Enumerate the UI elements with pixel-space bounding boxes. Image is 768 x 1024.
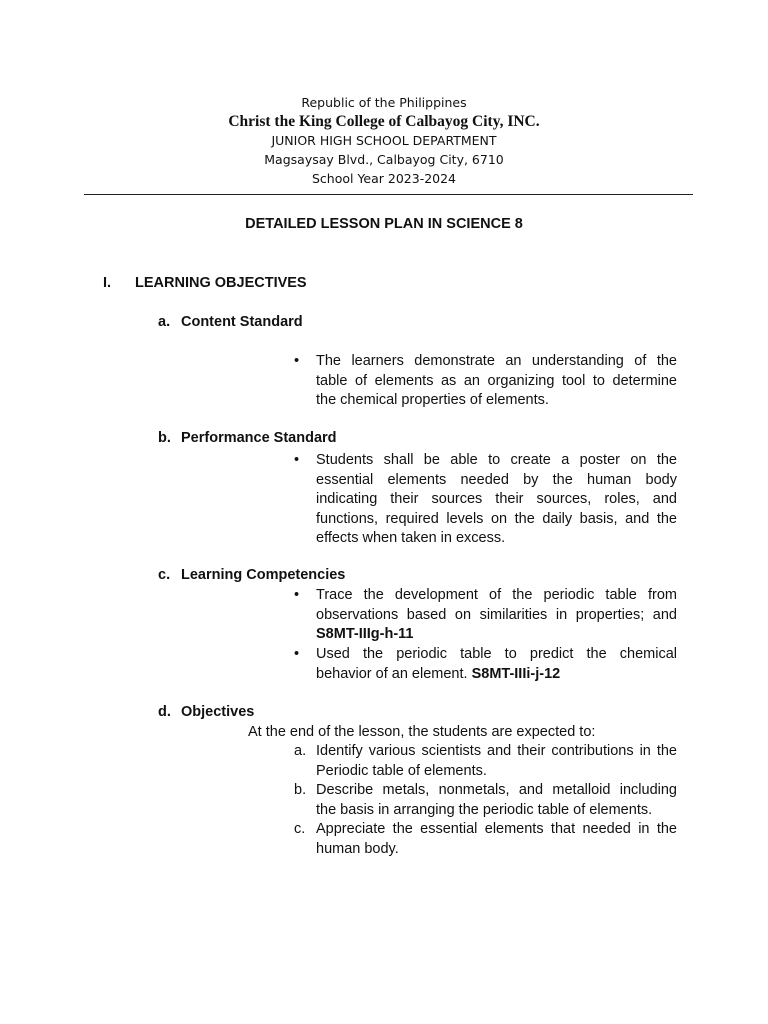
objective-line: Appreciate the essential elements that needed in the <box>316 821 677 837</box>
section-title: LEARNING OBJECTIVES <box>135 275 307 291</box>
content-standard-heading <box>158 314 303 330</box>
competency-code: S8MT-IIIi-j-12 <box>471 665 561 682</box>
objectives-letter: d. <box>158 704 171 720</box>
header-address: Magsaysay Blvd., Calbayog City, 6710 <box>264 152 504 167</box>
objective-line: Periodic table of elements. <box>316 762 487 779</box>
section-number: I. <box>103 275 112 291</box>
performance-standard-line: essential elements needed by the human body <box>316 471 677 488</box>
competency-item <box>316 586 677 645</box>
objectives-intro: At the end of the lesson, the students are expected to: <box>248 724 596 740</box>
learning-competencies-title: Learning Competencies <box>181 567 346 583</box>
objective-marker: a. <box>294 743 307 759</box>
header-country: Republic of the Philippines <box>301 95 467 110</box>
performance-standard-line: Students shall be able to create a poster on the <box>316 452 677 468</box>
content-standard-line: the chemical properties of elements. <box>316 392 549 408</box>
objective-marker: b. <box>294 782 307 798</box>
bullet-icon: • <box>294 587 300 603</box>
objective-line: human body. <box>316 840 399 857</box>
objective-item <box>316 820 677 859</box>
header-school-name: Christ the King College of Calbayog City, INC. <box>228 113 540 130</box>
learning-competencies-letter: c. <box>158 567 171 583</box>
header-school-year: School Year 2023-2024 <box>311 171 457 186</box>
objective-item <box>316 781 677 820</box>
performance-standard-line: effects when taken in excess. <box>316 530 506 546</box>
performance-standard-title: Performance Standard <box>181 430 337 446</box>
bullet-icon: • <box>294 646 300 662</box>
competency-item <box>316 645 677 684</box>
objective-item <box>316 742 677 781</box>
header-divider <box>84 194 693 195</box>
performance-standard-letter: b. <box>158 430 171 446</box>
objective-line: Describe metals, nonmetals, and metalloid including <box>316 782 677 798</box>
objective-line: the basis in arranging the periodic table of elements. <box>316 801 653 818</box>
competency-line: behavior of an element. <box>316 665 468 682</box>
performance-standard-text <box>316 451 677 549</box>
objectives-heading <box>158 704 254 720</box>
content-standard-letter: a. <box>158 314 171 330</box>
header-department: JUNIOR HIGH SCHOOL DEPARTMENT <box>271 133 497 148</box>
objective-line: Identify various scientists and their contributions in the <box>316 743 677 759</box>
competency-code: S8MT-IIIg-h-11 <box>316 626 414 642</box>
performance-standard-line: indicating their sources their sources, roles, and <box>316 491 677 507</box>
objectives-title: Objectives <box>181 704 255 720</box>
competency-line: Used the periodic table to predict the chemical <box>316 646 677 662</box>
performance-standard-heading <box>158 430 337 446</box>
content-standard-title: Content Standard <box>181 314 303 330</box>
performance-standard-line: functions, required levels on the daily basis, and the <box>316 510 677 527</box>
document-title: DETAILED LESSON PLAN IN SCIENCE 8 <box>245 216 523 232</box>
learning-competencies-heading <box>158 567 345 583</box>
content-standard-text <box>316 352 677 411</box>
content-standard-line: The learners demonstrate an understanding of the <box>316 353 677 369</box>
content-standard-line: table of elements as an organizing tool to determine <box>316 372 677 389</box>
bullet-icon: • <box>294 353 300 369</box>
competency-line: observations based on similarities in properties; and <box>316 606 677 623</box>
bullet-icon: • <box>294 452 300 468</box>
objective-marker: c. <box>294 821 306 837</box>
competency-line-with-code <box>316 665 677 685</box>
competency-line: Trace the development of the periodic table from <box>316 587 677 603</box>
